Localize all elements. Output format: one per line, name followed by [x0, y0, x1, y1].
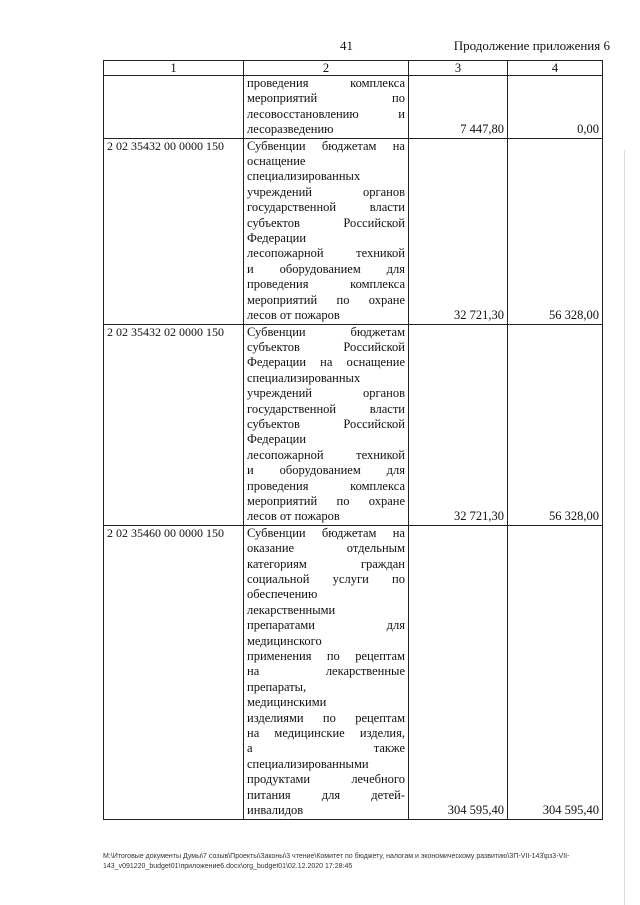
column-header-3: 3: [409, 61, 508, 76]
description-line: питания для детей-: [247, 787, 405, 802]
description-line: лесопожарной техникой: [247, 246, 405, 261]
description-line: Федерации: [247, 432, 307, 447]
description-line: проведения комплекса: [247, 277, 405, 292]
description-line: продуктами лечебного: [247, 772, 405, 787]
budget-code-cell: 2 02 35432 00 0000 150: [104, 138, 244, 324]
table-row: [104, 76, 603, 139]
amount-col3-cell: 7 447,80: [409, 76, 508, 139]
description-line: лесов от пожаров: [247, 308, 340, 323]
budget-code-cell: 2 02 35432 02 0000 150: [104, 324, 244, 525]
description-line: медицинского: [247, 633, 322, 648]
description-line: лесовосстановлению и: [247, 106, 405, 121]
amount-col4-cell: 56 328,00: [508, 324, 603, 525]
description-line: изделиями по рецептам: [247, 710, 405, 725]
description-line: категориям граждан: [247, 556, 405, 571]
column-header-2: 2: [244, 61, 409, 76]
budget-code-cell: [104, 76, 244, 139]
column-header-4: 4: [508, 61, 603, 76]
description-line: мероприятий по охране: [247, 493, 405, 508]
description-line: препаратами для: [247, 618, 405, 633]
description-line: учреждений органов: [247, 184, 405, 199]
description-line: и оборудованием для: [247, 261, 405, 276]
description-line: оснащение: [247, 154, 306, 169]
amount-col4-cell: 304 595,40: [508, 525, 603, 819]
description-line: мероприятий по охране: [247, 292, 405, 307]
description-line: оказание отдельным: [247, 541, 405, 556]
budget-code-cell: 2 02 35460 00 0000 150: [104, 525, 244, 819]
description-line: учреждений органов: [247, 386, 405, 401]
appendix-table: [103, 60, 603, 820]
description-line: специализированными: [247, 756, 369, 771]
description-line: субъектов Российской: [247, 339, 405, 354]
document-path-footer: M:\Итоговые документы Думы\7 созыв\Проекты\Законы\3 чтение\Комитет по бюджету, налогам и экономическому развитию\ЗП-VII-143\рз3-VII-143_v091220_budget01\приложение6.docx\org_budget01\02.12.2020 17:28:45: [103, 853, 570, 870]
scan-margin-line: [624, 150, 625, 905]
description-line: Федерации на оснащение: [247, 355, 405, 370]
description-line: специализированных: [247, 370, 361, 385]
description-line: на медицинские изделия,: [247, 726, 405, 741]
description-line: лесов от пожаров: [247, 509, 340, 524]
description-line: проведения комплекса: [247, 478, 405, 493]
description-line: лесоразведению: [247, 122, 334, 137]
description-line: препараты,: [247, 679, 307, 694]
description-line: на лекарственные: [247, 664, 405, 679]
description-line: государственной власти: [247, 200, 405, 215]
description-line: и оборудованием для: [247, 463, 405, 478]
table-row: [104, 324, 603, 525]
column-header-1: 1: [104, 61, 244, 76]
amount-col3-cell: 32 721,30: [409, 324, 508, 525]
amount-col3-cell: 304 595,40: [409, 525, 508, 819]
description-line: субъектов Российской: [247, 215, 405, 230]
description-line: обеспечению: [247, 587, 318, 602]
page-number: 41: [340, 38, 353, 53]
description-cell: [244, 76, 409, 139]
description-line: инвалидов: [247, 803, 304, 818]
description-line: Субвенции бюджетам: [247, 324, 405, 339]
description-line: Субвенции бюджетам на: [247, 525, 405, 540]
amount-col4-cell: 56 328,00: [508, 138, 603, 324]
description-line: проведения комплекса: [247, 76, 405, 90]
description-line: а также: [247, 741, 405, 756]
description-line: Субвенции бюджетам на: [247, 138, 405, 153]
table-row: [104, 138, 603, 324]
description-cell: [244, 525, 409, 819]
description-line: государственной власти: [247, 401, 405, 416]
description-line: социальной услуги по: [247, 572, 405, 586]
column-header-row: [104, 61, 603, 76]
amount-col3-cell: 32 721,30: [409, 138, 508, 324]
description-line: применения по рецептам: [247, 649, 405, 664]
description-line: субъектов Российской: [247, 416, 405, 431]
description-line: медицинскими: [247, 695, 327, 710]
description-line: лекарственными: [247, 602, 336, 617]
continuation-title: Продолжение приложения 6: [453, 38, 610, 53]
table-body: [104, 76, 603, 820]
description-line: специализированных: [247, 169, 361, 184]
description-line: мероприятий по: [247, 91, 405, 106]
description-cell: [244, 324, 409, 525]
description-line: Федерации: [247, 231, 307, 246]
description-line: лесопожарной техникой: [247, 447, 405, 462]
description-cell: [244, 138, 409, 324]
amount-col4-cell: 0,00: [508, 76, 603, 139]
table-row: [104, 525, 603, 819]
